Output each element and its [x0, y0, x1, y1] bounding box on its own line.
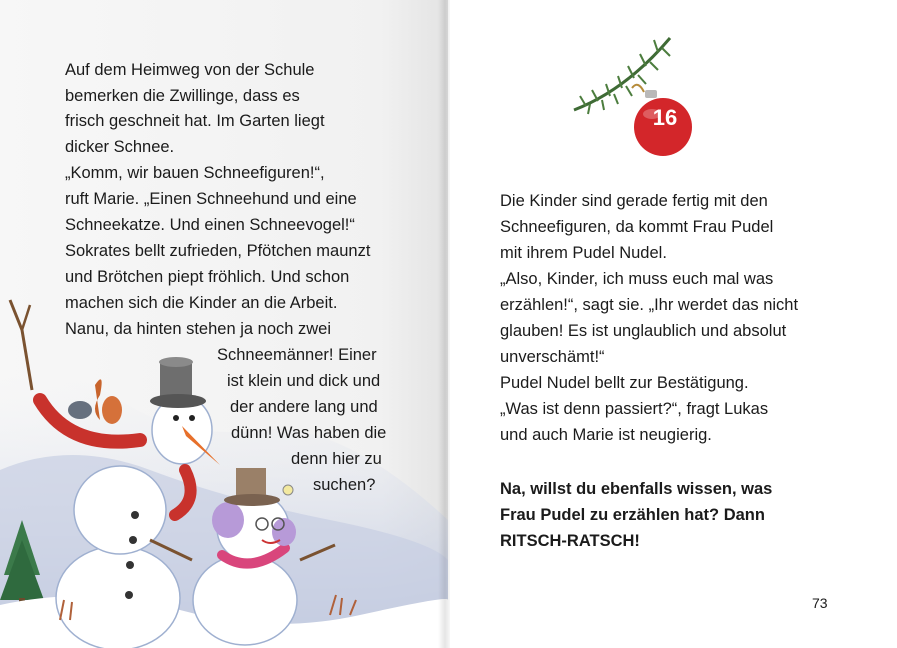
- left-text-line: dünn! Was haben die: [231, 424, 387, 442]
- left-text-line: machen sich die Kinder an die Arbeit.: [65, 294, 338, 312]
- right-text-line: und auch Marie ist neugierig.: [500, 426, 712, 444]
- left-text-line: denn hier zu: [291, 450, 382, 468]
- left-text-line: und Brötchen piept fröhlich. Und schon: [65, 268, 350, 286]
- right-bold-line: Frau Pudel zu erzählen hat? Dann: [500, 506, 765, 524]
- left-text-line: Schneemänner! Einer: [217, 346, 377, 364]
- right-text-line: Schneefiguren, da kommt Frau Pudel: [500, 218, 774, 236]
- left-text-line: Sokrates bellt zufrieden, Pfötchen maunzt: [65, 242, 371, 260]
- right-bold-line: RITSCH-RATSCH!: [500, 532, 640, 550]
- page-number: 73: [812, 595, 828, 611]
- left-text-line: Auf dem Heimweg von der Schule: [65, 61, 315, 79]
- left-text-line: der andere lang und: [230, 398, 378, 416]
- left-text-line: „Komm, wir bauen Schneefiguren!“,: [65, 164, 325, 182]
- left-text-line: suchen?: [313, 476, 376, 494]
- right-bold-line: Na, willst du ebenfalls wissen, was: [500, 480, 773, 498]
- right-text-line: Die Kinder sind gerade fertig mit den: [500, 192, 768, 210]
- left-text-line: Schneekatze. Und einen Schneevogel!“: [65, 216, 355, 234]
- right-text-line: „Was ist denn passiert?“, fragt Lukas: [500, 400, 769, 418]
- left-text-line: frisch geschneit hat. Im Garten liegt: [65, 112, 325, 130]
- right-text-line: Pudel Nudel bellt zur Bestätigung.: [500, 374, 749, 392]
- right-text-line: erzählen!“, sagt sie. „Ihr werdet das nicht: [500, 296, 799, 314]
- left-text-line: ruft Marie. „Einen Schneehund und eine: [65, 190, 357, 208]
- left-text-line: Nanu, da hinten stehen ja noch zwei: [65, 320, 332, 338]
- advent-day-number: 16: [652, 105, 678, 130]
- right-text-line: glauben! Es ist unglaublich und absolut: [500, 322, 787, 340]
- left-page: [0, 0, 448, 648]
- right-text-line: „Also, Kinder, ich muss euch mal was: [500, 270, 774, 288]
- right-text-line: unverschämt!“: [500, 348, 605, 366]
- right-text-line: mit ihrem Pudel Nudel.: [500, 244, 667, 262]
- left-text-line: bemerken die Zwillinge, dass es: [65, 87, 300, 105]
- christmas-ornament-icon: [566, 30, 696, 160]
- left-text-line: ist klein und dick und: [227, 372, 381, 390]
- left-text-line: dicker Schnee.: [65, 138, 175, 156]
